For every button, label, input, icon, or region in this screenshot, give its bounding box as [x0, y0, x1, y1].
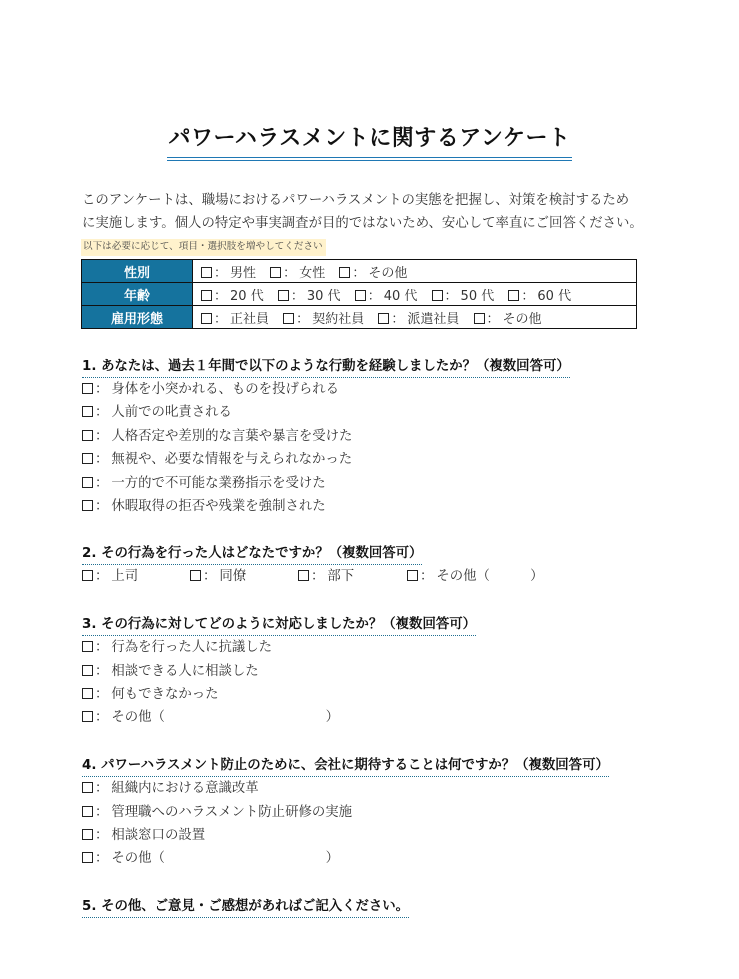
question-2-option[interactable]: ： 同僚	[190, 568, 246, 586]
checkbox-icon[interactable]	[355, 290, 366, 301]
page-title: パワーハラスメントに関するアンケート	[167, 124, 573, 161]
instruction-note: 以下は必要に応じて、項目・選択肢を増やしてください	[81, 239, 326, 256]
checkbox-icon[interactable]	[82, 477, 93, 488]
question-4-option[interactable]: ： 管理職へのハラスメント防止研修の実施	[82, 804, 352, 822]
question-1-option[interactable]: ： 休暇取得の拒否や残業を強制された	[82, 498, 326, 516]
question-2-option[interactable]: ： その他（ ）	[407, 568, 544, 586]
profile-options-employment	[193, 306, 637, 329]
checkbox-icon[interactable]	[270, 267, 281, 278]
checkbox-icon[interactable]	[82, 688, 93, 699]
intro-line-2: に実施します。個人の特定や事実調査が目的ではないため、安心して率直にご回答ください。	[82, 216, 643, 231]
profile-options-gender	[193, 260, 637, 283]
checkbox-icon[interactable]	[474, 313, 485, 324]
question-1-option[interactable]: ： 人前での叱責される	[82, 404, 232, 422]
profile-options-age	[193, 283, 637, 306]
intro-paragraph	[82, 189, 662, 235]
question-2-options	[82, 568, 562, 586]
question-3-option[interactable]: ： その他（ ）	[82, 709, 339, 727]
checkbox-option[interactable]: ： 40 代	[355, 289, 418, 304]
checkbox-icon[interactable]	[82, 782, 93, 793]
checkbox-icon[interactable]	[82, 852, 93, 863]
checkbox-icon[interactable]	[82, 500, 93, 511]
checkbox-icon[interactable]	[283, 313, 294, 324]
checkbox-icon[interactable]	[82, 430, 93, 441]
checkbox-option[interactable]: ： 30 代	[278, 289, 341, 304]
question-1-option[interactable]: ： 人格否定や差別的な言葉や暴言を受けた	[82, 428, 352, 446]
profile-table	[81, 259, 637, 329]
profile-row-age	[82, 283, 637, 306]
checkbox-icon[interactable]	[82, 383, 93, 394]
checkbox-icon[interactable]	[201, 267, 212, 278]
checkbox-icon[interactable]	[378, 313, 389, 324]
checkbox-option[interactable]: ： 60 代	[508, 289, 571, 304]
checkbox-icon[interactable]	[201, 290, 212, 301]
question-1-option[interactable]: ： 身体を小突かれる、ものを投げられる	[82, 381, 339, 399]
profile-row-gender	[82, 260, 637, 283]
checkbox-icon[interactable]	[82, 806, 93, 817]
checkbox-icon[interactable]	[82, 453, 93, 464]
checkbox-option[interactable]: ： 契約社員	[283, 312, 364, 327]
checkbox-icon[interactable]	[82, 406, 93, 417]
profile-label-gender: 性別	[82, 260, 193, 283]
question-3-option[interactable]: ： 相談できる人に相談した	[82, 663, 259, 681]
checkbox-icon[interactable]	[190, 570, 201, 581]
question-1-heading: 1. あなたは、過去１年間で以下のような行動を経験しましたか？（複数回答可）	[82, 358, 570, 378]
checkbox-icon[interactable]	[82, 641, 93, 652]
checkbox-icon[interactable]	[82, 711, 93, 722]
checkbox-option[interactable]: ： 派遣社員	[378, 312, 459, 327]
checkbox-option[interactable]: ： 50 代	[432, 289, 495, 304]
question-4-option[interactable]: ： その他（ ）	[82, 850, 339, 868]
checkbox-option[interactable]: ： 女性	[270, 266, 325, 281]
question-4-option[interactable]: ： 相談窓口の設置	[82, 827, 205, 845]
question-2-heading: 2. その行為を行った人はどなたですか？（複数回答可）	[82, 545, 422, 565]
checkbox-option[interactable]: ： 20 代	[201, 289, 264, 304]
question-4-heading: 4. パワーハラスメント防止のために、会社に期待することは何ですか？（複数回答可）	[82, 757, 609, 777]
checkbox-option[interactable]: ： その他	[474, 312, 542, 327]
checkbox-icon[interactable]	[82, 665, 93, 676]
profile-label-age: 年齢	[82, 283, 193, 306]
profile-row-employment	[82, 306, 637, 329]
checkbox-option[interactable]: ： 正社員	[201, 312, 269, 327]
question-1-option[interactable]: ： 無視や、必要な情報を与えられなかった	[82, 451, 352, 469]
checkbox-icon[interactable]	[82, 570, 93, 581]
title-wrap	[0, 124, 739, 161]
question-2-option[interactable]: ： 部下	[298, 568, 354, 586]
checkbox-icon[interactable]	[407, 570, 418, 581]
question-2-option[interactable]: ： 上司	[82, 568, 138, 586]
checkbox-icon[interactable]	[201, 313, 212, 324]
question-3-option[interactable]: ： 何もできなかった	[82, 686, 219, 704]
profile-label-employment: 雇用形態	[82, 306, 193, 329]
checkbox-option[interactable]: ： その他	[339, 266, 407, 281]
intro-line-1: このアンケートは、職場におけるパワーハラスメントの実態を把握し、対策を検討するため	[82, 193, 630, 208]
checkbox-icon[interactable]	[298, 570, 309, 581]
question-4-option[interactable]: ： 組織内における意識改革	[82, 780, 259, 798]
checkbox-icon[interactable]	[432, 290, 443, 301]
question-1-option[interactable]: ： 一方的で不可能な業務指示を受けた	[82, 475, 326, 493]
checkbox-icon[interactable]	[278, 290, 289, 301]
question-3-option[interactable]: ： 行為を行った人に抗議した	[82, 639, 272, 657]
question-5-heading: 5. その他、ご意見・ご感想があればご記入ください。	[82, 898, 409, 918]
checkbox-icon[interactable]	[508, 290, 519, 301]
question-3-heading: 3. その行為に対してどのように対応しましたか？（複数回答可）	[82, 616, 476, 636]
checkbox-icon[interactable]	[339, 267, 350, 278]
checkbox-option[interactable]: ： 男性	[201, 266, 256, 281]
checkbox-icon[interactable]	[82, 829, 93, 840]
